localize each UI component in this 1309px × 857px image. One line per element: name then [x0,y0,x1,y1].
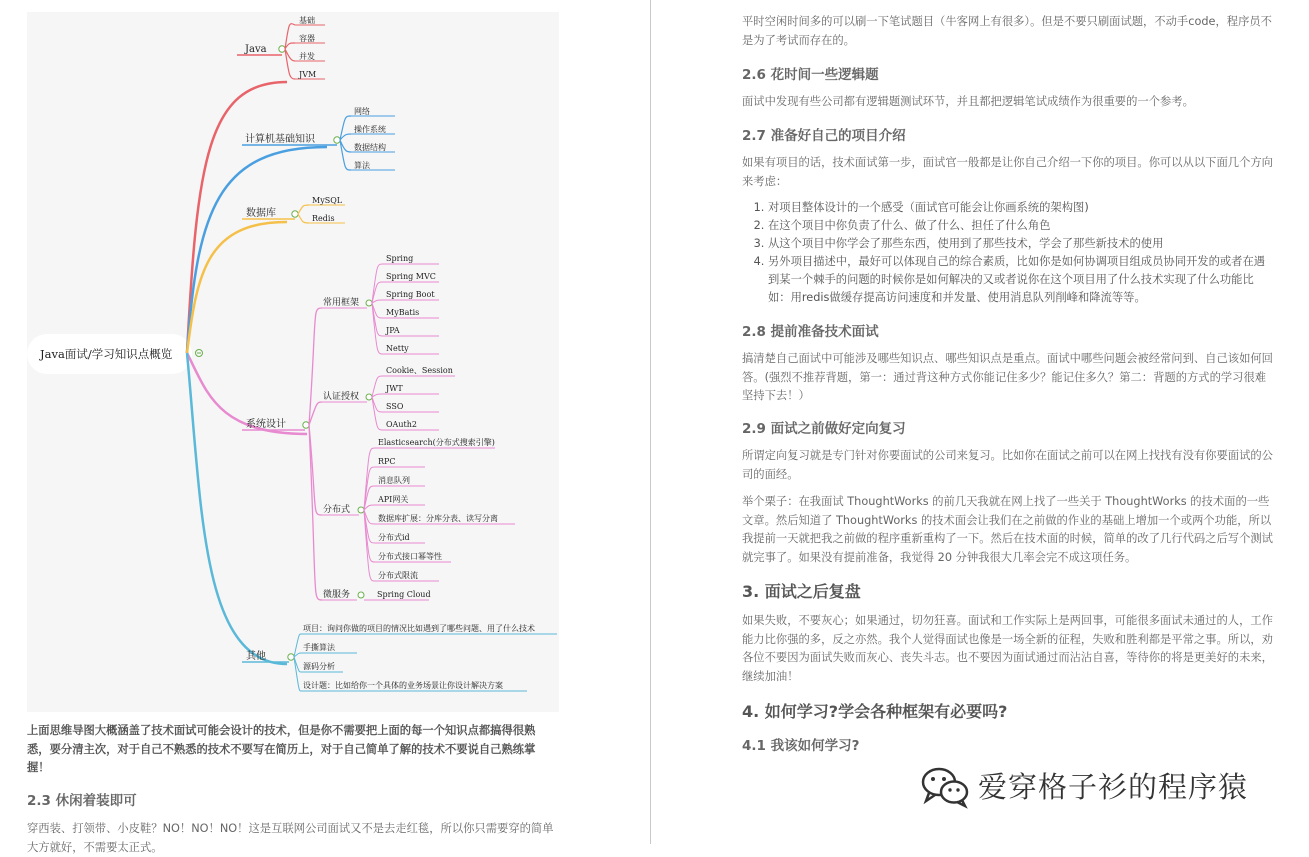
watermark-text: 爱穿格子衫的程序猿 [978,770,1249,804]
dist-item: RPC [378,457,396,466]
db-item: MySQL [312,196,343,205]
dist-item: 分布式限流 [378,571,418,580]
mindmap-summary: 上面思维导图大概涵盖了技术面试可能会设计的技术，但是你不需要把上面的每一个知识点都搞得很熟悉，要分清主次，对于自己不熟悉的技术不要写在简历上，对于自己简单了解的技术不要说自己熟练掌握！ [27,724,536,774]
framework-item: Netty [386,344,409,353]
branch-sys: 系统设计 [246,419,286,430]
auth-item: JWT [386,384,403,393]
framework-item: JPA [386,326,400,335]
cs-item: 算法 [354,161,370,170]
branch-cs-line [187,147,327,353]
other-item: 手撕算法 [303,643,335,652]
paragraph-2-3: 穿西装、打领带、小皮鞋？NO！NO！NO！这是互联网公司面试又不是去走红毯，所以你只需要穿的简单大方就好，不需要太正式。 [27,822,554,854]
paragraph-2-8: 搞清楚自己面试中可能涉及哪些知识点、哪些知识点是重点。面试中哪些问题会被经常问到、自己该如何回答。(强烈不推荐背题，第一：通过背这种方式你能记住多少？能记住多久？第二：背题的方式的学习很难坚持下去！） [742,352,1273,402]
sys-auth: 认证授权 [323,392,360,402]
paragraph-2-6: 面试中发现有些公司都有逻辑题测试环节，并且都把逻辑笔试成绩作为很重要的一个参考。 [742,95,1194,108]
other-item: 源码分析 [303,662,335,671]
framework-item: Spring [386,254,414,263]
paragraph-2-9a: 所谓定向复习就是专门针对你要面试的公司来复习。比如你在面试之前可以在网上找找有没有你要面试的公司的面经。 [742,449,1273,481]
cs-item: 操作系统 [354,125,386,134]
dist-item: Elasticsearch(分布式搜索引擎) [378,438,495,447]
dist-item: 分布式接口幂等性 [378,552,442,561]
framework-item: MyBatis [386,308,420,317]
cs-item: 数据结构 [354,143,386,152]
list-item: 3. 从这个项目中你学会了那些东西，使用到了那些技术，学会了那些新技术的使用 [768,235,1276,253]
wechat-icon [920,764,972,808]
paragraph-2-5-tail: 平时空闲时间多的可以刷一下笔试题目（牛客网上有很多）。但是不要只刷面试题，不动手code，程序员不是为了考试而存在的。 [742,15,1272,47]
java-item: JVM [299,70,317,79]
list-item: 1. 对项目整体设计的一个感受（面试官可能会让你画系统的架构图) [768,199,1276,217]
other-item: 设计题：比如给你一个具体的业务场景让你设计解决方案 [303,681,503,690]
list-item: 4. 另外项目描述中，最好可以体现自己的综合素质，比如你是如何协调项目组成员协同开发的或者在遇到某一个棘手的问题的时候你是如何解决的又或者说你在这个项目用了什么技术实现了什么功能比如：用redis做缓存提高访问速度和并发量、使用消息队列削峰和降流等等。 [768,253,1276,307]
project-intro-list [742,199,1276,307]
paragraph-3: 如果失败，不要灰心；如果通过，切勿狂喜。面试和工作实际上是两回事，可能很多面试未通过的人，工作能力比你强的多，反之亦然。我个人觉得面试也像是一场全新的征程，失败和胜利都是平常之事。所以，劝各位不要因为面试失败而灰心、丧失斗志。也不要因为面试通过而沾沾自喜，等待你的将是更美好的未来，继续加油！ [742,614,1273,683]
heading-2-3: 2.3 休闲着装即可 [27,793,137,809]
java-item: 并发 [299,52,315,61]
heading-3: 3. 面试之后复盘 [742,582,861,601]
paragraph-2-7: 如果有项目的话，技术面试第一步，面试官一般都是让你自己介绍一下你的项目。你可以从以下面几个方向来考虑： [742,156,1273,188]
dist-item: API网关 [378,495,409,504]
auth-item: Cookie、Session [386,366,453,375]
branch-db: 数据库 [246,208,276,219]
heading-4: 4. 如何学习?学会各种框架有必要吗? [742,702,1008,721]
auth-item: SSO [386,402,404,411]
left-page [0,0,650,854]
heading-2-6: 2.6 花时间一些逻辑题 [742,67,879,83]
branch-other: 其他 [246,651,266,662]
watermark [920,764,1280,808]
auth-item: OAuth2 [386,420,417,429]
paragraph-2-9b: 举个栗子：在我面试 ThoughtWorks 的前几天我就在网上找了一些关于 ThoughtWorks 的技术面的一些文章。然后知道了 ThoughtWorks 的技术面会让我们在之前做的作业的基础上增加一个或两个功能，所以我提前一天就把我之前做的程序重新重构了一下。然后在技术面的时候，简单的改了几行代码之后写个测试就完事了。如果没有提前准备，我觉得 20 分钟我很大几率会完不成这项任务。 [742,495,1273,564]
sys-micro: 微服务 [323,590,351,600]
branch-other-line [187,353,287,664]
dist-item: 分布式id [378,533,410,542]
java-item: 容器 [299,34,315,43]
mindmap-root: Java面试/学习知识点概览 [40,347,173,361]
other-item: 项目：询问你做的项目的情况比如遇到了哪些问题、用了什么技术 [303,624,535,633]
micro-item: Spring Cloud [377,590,431,599]
mindmap [27,12,559,712]
heading-2-9: 2.9 面试之前做好定向复习 [742,421,906,437]
heading-4-1: 4.1 我该如何学习? [742,738,860,754]
dist-item: 数据库扩展：分库分表、读写分离 [378,514,498,523]
sys-frameworks: 常用框架 [323,298,360,308]
db-item: Redis [312,214,335,223]
list-item: 2. 在这个项目中你负责了什么、做了什么、担任了什么角色 [768,217,1276,235]
branch-java: Java [245,44,267,55]
framework-item: Spring Boot [386,290,435,299]
framework-item: Spring MVC [386,272,436,281]
java-item: 基础 [299,16,315,25]
sys-dist: 分布式 [323,505,351,515]
cs-item: 网络 [354,107,370,116]
page-divider [650,0,651,844]
right-page [652,0,1309,844]
dist-item: 消息队列 [378,476,410,485]
heading-2-7: 2.7 准备好自己的项目介绍 [742,128,906,144]
heading-2-8: 2.8 提前准备技术面试 [742,324,879,340]
branch-cs: 计算机基础知识 [245,134,315,145]
